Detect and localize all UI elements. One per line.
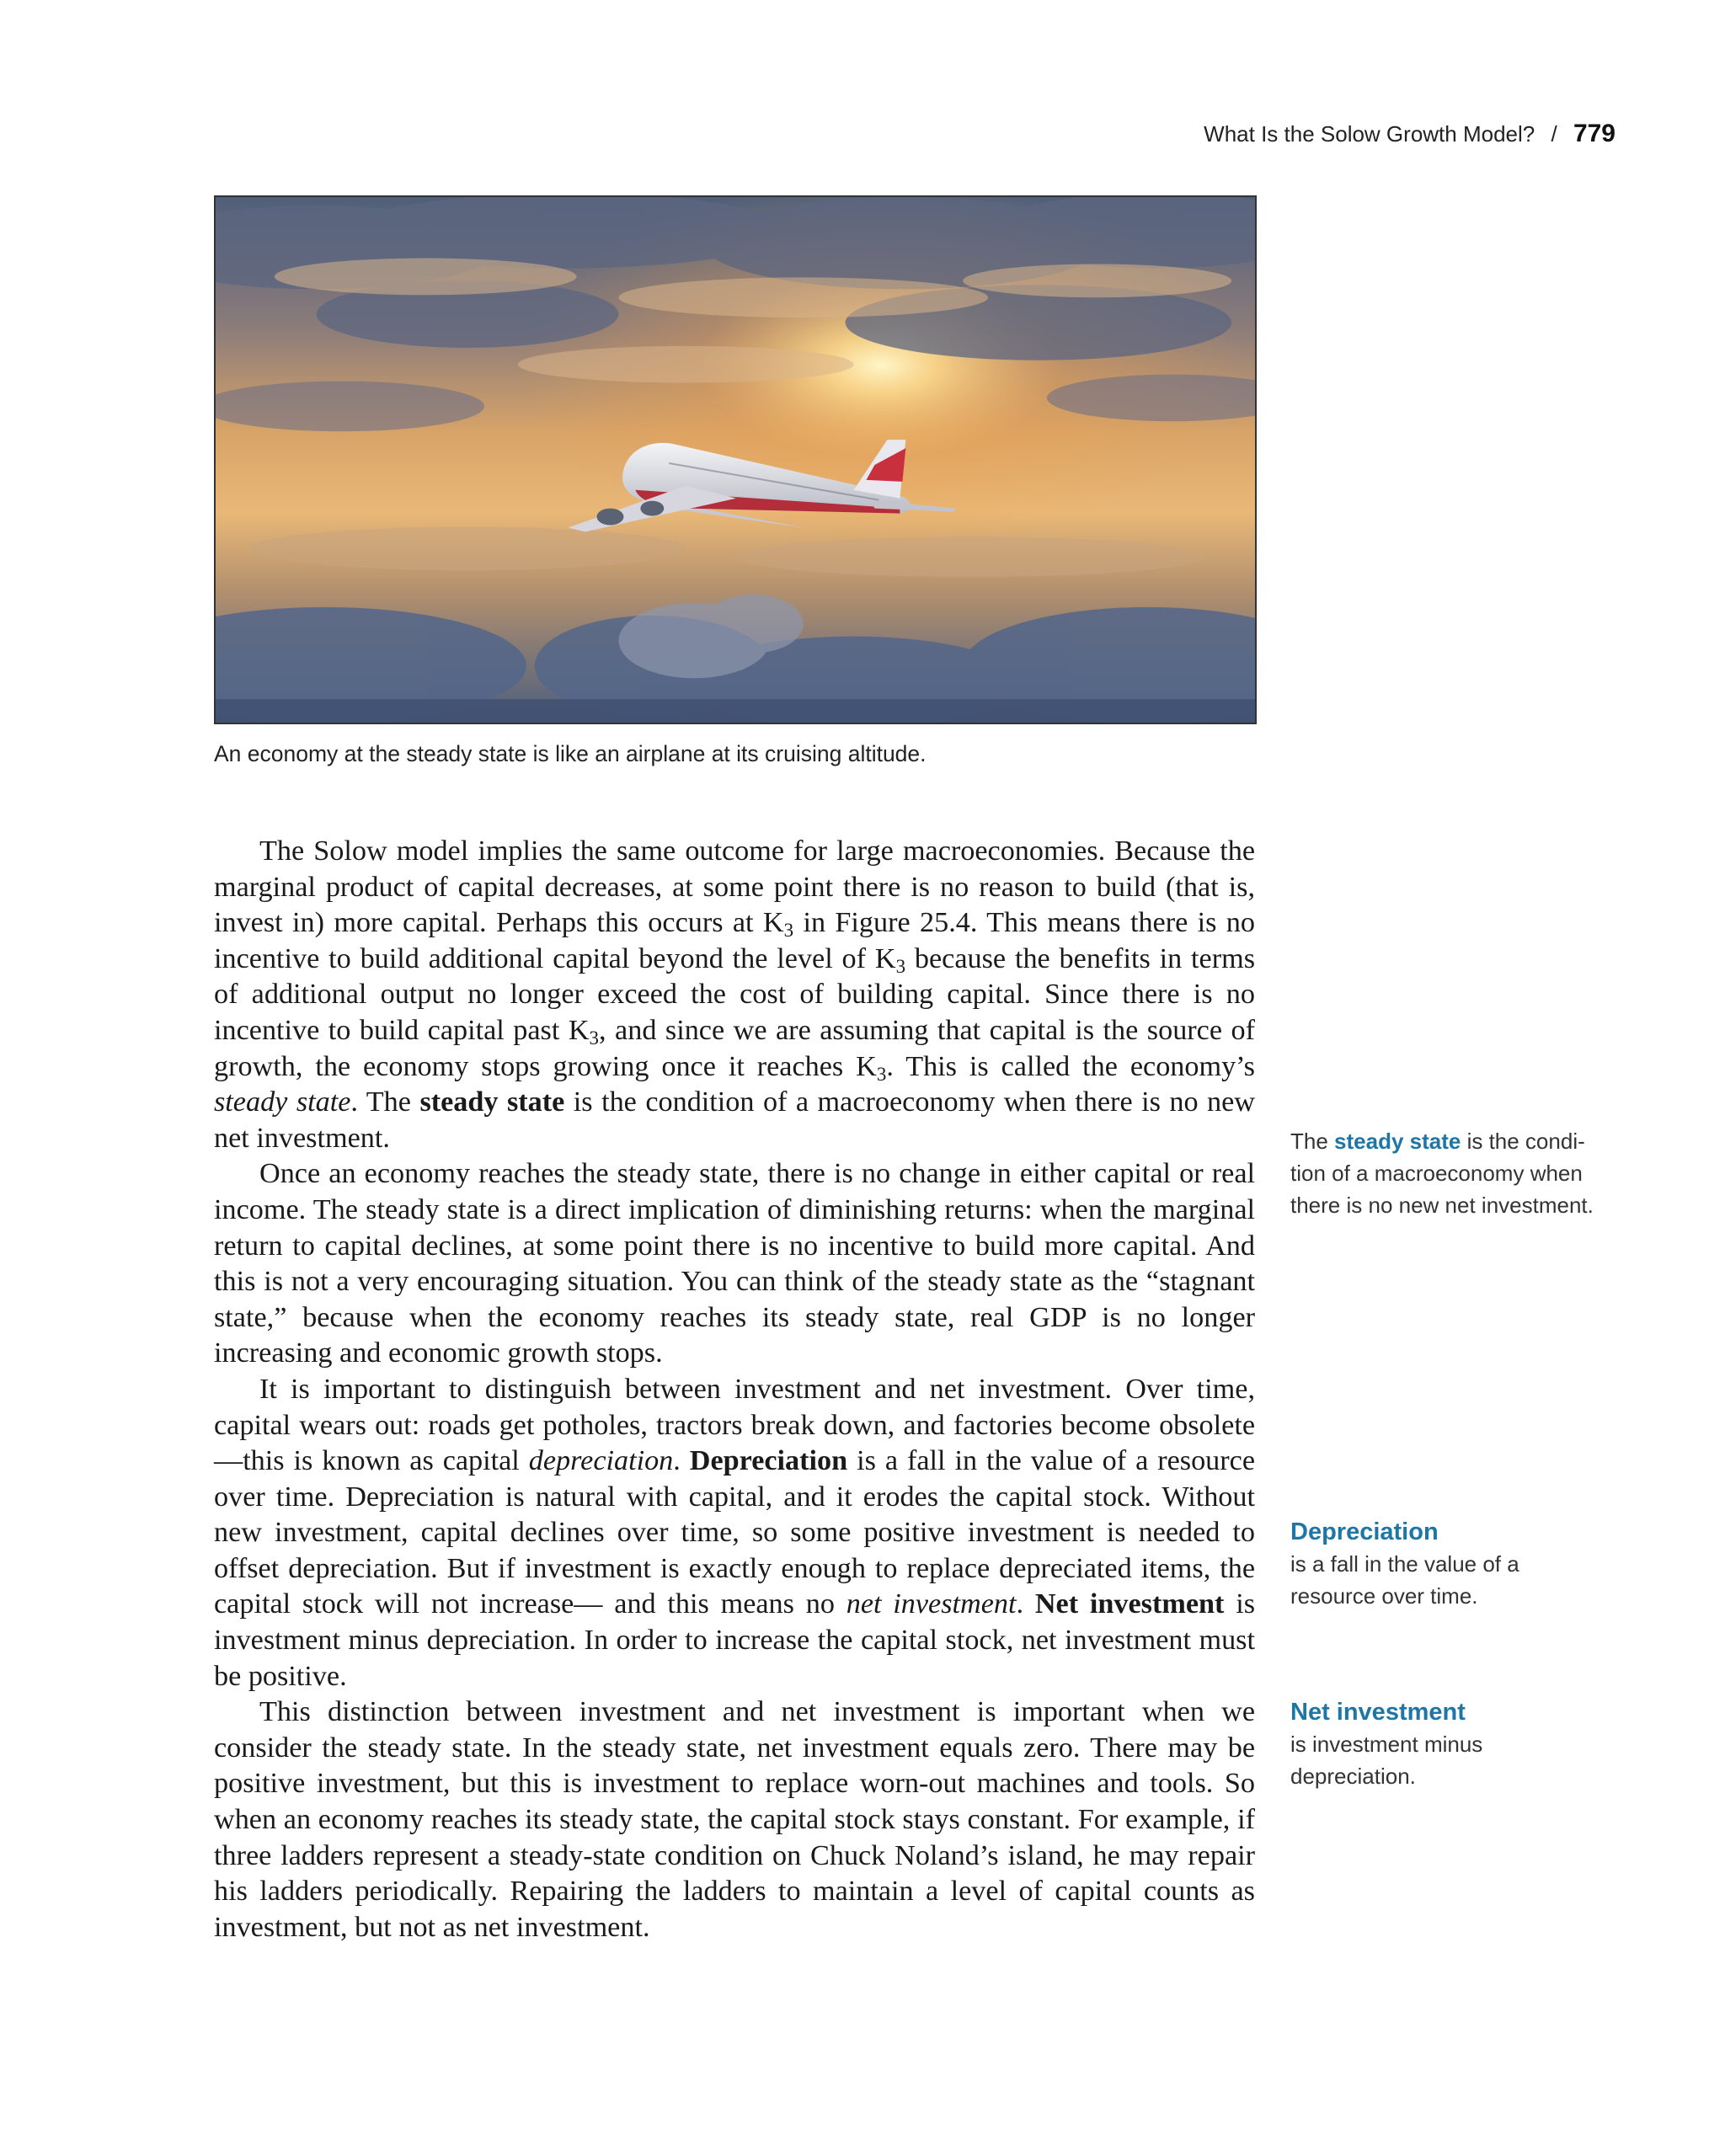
margin-note-term: Net investment: [1290, 1699, 1466, 1726]
page-number: 779: [1573, 120, 1616, 147]
margin-note-depreciation: [1290, 1516, 1610, 1612]
text-run: . This is called the economy’s: [886, 1050, 1255, 1082]
bold-term: steady state: [419, 1086, 565, 1118]
margin-note-steady-state: [1290, 1125, 1610, 1221]
text-run: is a fall in the value of a resource over time. Depreciation is natural with capital, and it erodes the capital stock. Without new investment, capital declines over time, so some positive investment is needed to offset depreciation. But if investment is exactly enough to replace depreciated items, the capital stock will not increase— and this means no: [214, 1445, 1255, 1620]
margin-note-definition: is the condition of a macroeconomy when there is no new net investment.: [1290, 1129, 1594, 1218]
paragraph-4: This distinction between investment and net investment is important when we consider the steady state. In the steady state, net investment equals zero. There may be positive investment, but this is investment to replace worn-out machines and tools. So when an economy reaches its steady state, the capital stock stays constant. For example, if three ladders represent a steady-state condition on Chuck Noland’s island, he may repair his ladders periodically. Repairing the ladders to maintain a level of capital counts as investment, but not as net investment.: [214, 1696, 1255, 1943]
italic-term: net investment: [846, 1588, 1017, 1620]
paragraph-2: Once an economy reaches the steady state, there is no change in either capital or real income. The steady state is a direct implication of diminishing returns: when the marginal return to capital declines, at some point there is no incentive to build more capital. And this is not a very encouraging situation. You can think of the steady state as the “stagnant state,” because when the economy reaches its steady state, real GDP is no longer increasing and economic growth stops.: [214, 1158, 1255, 1369]
subscript: 3: [589, 1027, 600, 1049]
text-run: .: [1016, 1588, 1035, 1620]
text-run: It is important to distinguish between investment and net investment. Over time, capital wears out: roads get potholes, tractors break down, and factories become obsolete—this is known as capital: [214, 1373, 1255, 1477]
text-run: . The: [350, 1086, 420, 1118]
photo-illustration: [216, 197, 1255, 723]
running-head-title: What Is the Solow Growth Model?: [1204, 121, 1535, 147]
text-run: because the benefits in terms of additional output no longer exceed the cost of building capital. Since there is no incentive to build capital past K: [214, 942, 1255, 1046]
paragraph-3: [214, 1372, 1255, 1694]
bold-term: Net investment: [1034, 1588, 1225, 1620]
italic-term: depreciation: [528, 1445, 674, 1477]
bold-term: Depreciation: [689, 1445, 848, 1477]
margin-note-text: The: [1290, 1129, 1335, 1154]
italic-term: steady state: [214, 1086, 351, 1118]
margin-note-term: steady state: [1334, 1129, 1461, 1154]
margin-note-term: Depreciation: [1290, 1518, 1439, 1545]
text-run: in Figure 25.4. This means there is no incentive to build additional capital beyond the level of K: [214, 907, 1255, 974]
paragraph-1: [214, 834, 1255, 1156]
margin-note-definition: is investment minus depreciation.: [1290, 1732, 1483, 1789]
margin-note-net-investment: [1290, 1696, 1610, 1792]
subscript: 3: [895, 955, 906, 977]
airplane-sunset-photo: [214, 195, 1257, 724]
text-run: is investment minus depreciation. In order to increase the capital stock, net investment must be positive.: [214, 1588, 1256, 1692]
body-text: [214, 834, 1255, 1945]
subscript: 3: [876, 1063, 887, 1085]
text-run: is the condition of a macroeconomy when there is no new net investment.: [214, 1086, 1255, 1154]
figure-caption: An economy at the steady state is like an airplane at its cruising altitude.: [214, 741, 927, 766]
margin-note-definition: is a fall in the value of a resource over time.: [1290, 1551, 1519, 1609]
text-run: .: [673, 1445, 690, 1477]
running-head: [1204, 120, 1616, 148]
text-run: , and since we are assuming that capital is the source of growth, the economy stops growing once it reaches K: [214, 1014, 1255, 1082]
running-head-separator: /: [1551, 121, 1557, 147]
text-run: The Solow model implies the same outcome for large macroeconomies. Because the marginal product of capital decreases, at some point there is no reason to build (that is, invest in) more capital. Perhaps this occurs at K: [214, 835, 1255, 939]
subscript: 3: [783, 920, 794, 942]
